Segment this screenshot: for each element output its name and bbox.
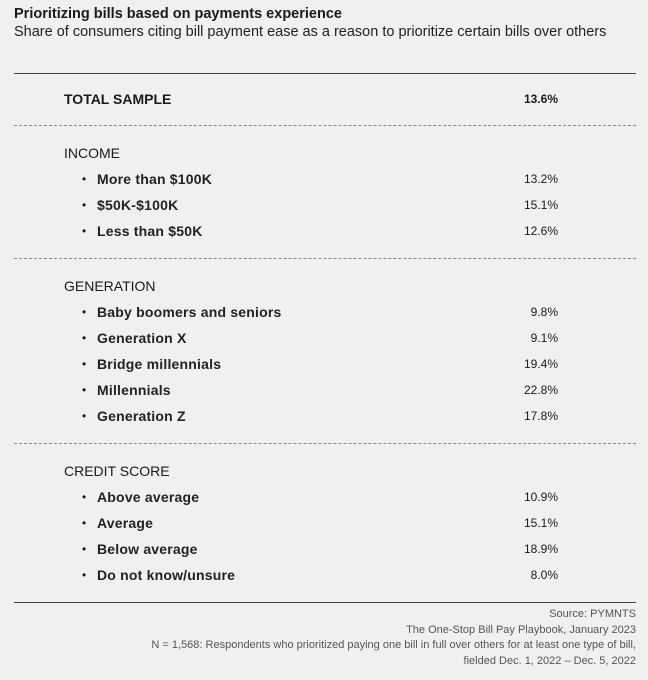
table-row [14,377,636,403]
source: Source: PYMNTS [549,608,636,620]
bullet-icon: • [82,383,87,397]
row-value: 18.9% [523,542,558,556]
row-label: Less than $50K [97,223,203,239]
table-row [14,484,636,510]
row-label: Below average [97,541,198,557]
row-label: More than $100K [97,171,213,187]
row-value: 9.8% [530,305,558,319]
table-row [14,192,636,218]
section-header: CREDIT SCORE [64,463,170,479]
table-bottom-rule [14,602,636,603]
table-row [14,218,636,244]
bullet-icon: • [82,516,87,530]
chart-title: Prioritizing bills based on payments experience [14,6,342,22]
row-label: Baby boomers and seniors [97,304,282,320]
footer [151,607,636,669]
row-label: Above average [97,489,200,505]
row-label: Generation X [97,330,187,346]
row-value: 15.1% [523,516,558,530]
row-value: 12.6% [523,224,558,238]
row-value: 17.8% [523,409,558,423]
sample-note: N = 1,568: Respondents who prioritized paying one bill in full over others for at least one type of bill, [151,639,636,651]
bullet-icon: • [82,224,87,238]
bullet-icon: • [82,542,87,556]
section-credit-score [14,443,636,602]
row-label: Millennials [97,382,171,398]
table-row [14,351,636,377]
row-label: Do not know/unsure [97,567,236,583]
bullet-icon: • [82,409,87,423]
total-row [14,86,636,112]
row-value: 13.2% [523,172,558,186]
bullet-icon: • [82,305,87,319]
table-row [14,510,636,536]
row-value: 10.9% [523,490,558,504]
table-row [14,562,636,588]
section-income [14,125,636,258]
bullet-icon: • [82,331,87,345]
row-label: $50K-$100K [97,197,179,213]
row-value: 8.0% [530,568,558,582]
row-label: Bridge millennials [97,356,222,372]
total-section [14,73,636,125]
bullet-icon: • [82,198,87,212]
total-value: 13.6% [523,92,558,106]
field-dates: fielded Dec. 1, 2022 – Dec. 5, 2022 [463,654,636,667]
table-row [14,166,636,192]
row-label: Average [97,515,154,531]
report-name: The One-Stop Bill Pay Playbook, January 2023 [406,623,636,636]
row-value: 9.1% [530,331,558,345]
bullet-icon: • [82,568,87,582]
table-row [14,403,636,429]
row-value: 22.8% [523,383,558,397]
table-row [14,536,636,562]
row-value: 15.1% [523,198,558,212]
section-header: INCOME [64,145,120,161]
chart-subtitle: Share of consumers citing bill payment ease as a reason to prioritize certain bills over others [14,24,607,40]
total-label: TOTAL SAMPLE [64,91,172,107]
section-header: GENERATION [64,278,156,294]
row-value: 19.4% [523,357,558,371]
bullet-icon: • [82,357,87,371]
bullet-icon: • [82,490,87,504]
table-row [14,299,636,325]
table-row [14,325,636,351]
section-generation [14,258,636,443]
data-table [14,73,636,603]
row-label: Generation Z [97,408,186,424]
bullet-icon: • [82,172,87,186]
